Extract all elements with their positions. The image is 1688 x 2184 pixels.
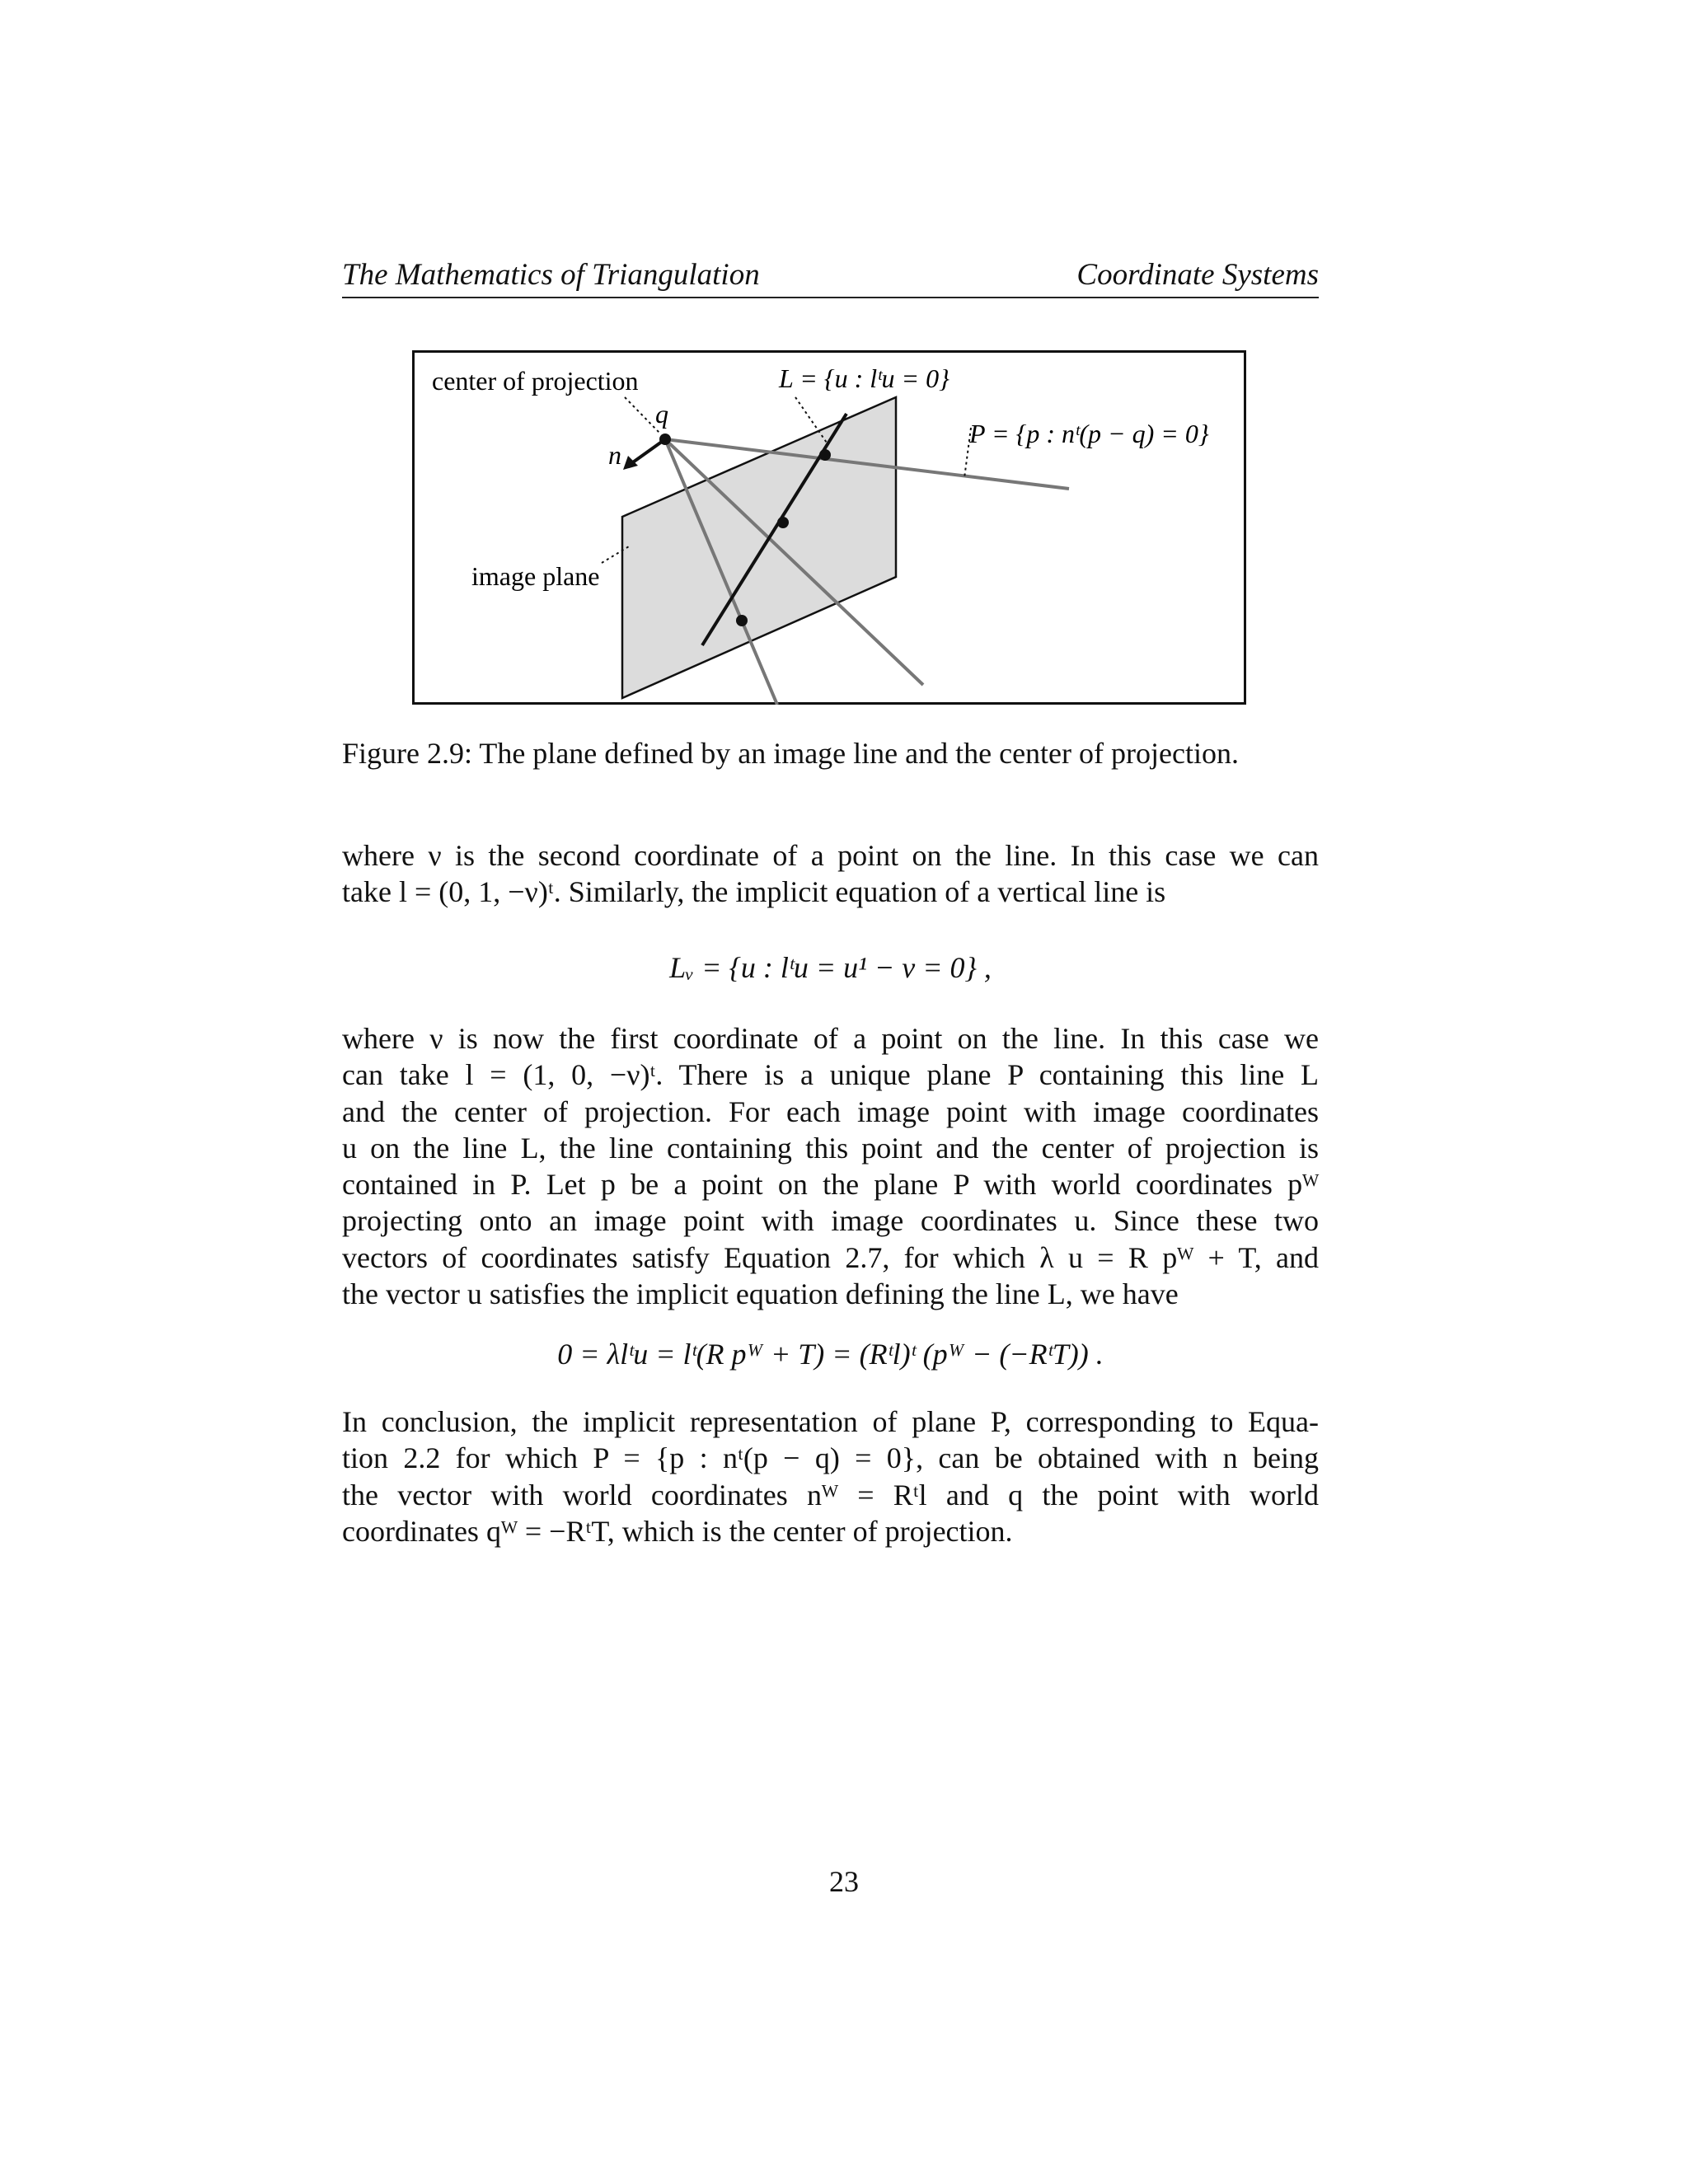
paragraph-2	[342, 1020, 1319, 1312]
point-q	[659, 434, 671, 445]
point-3	[736, 615, 748, 626]
paragraph-line: In conclusion, the implicit representation of plane P, corresponding to Equa-	[342, 1405, 1319, 1438]
normal-arrowhead	[623, 456, 638, 470]
leader-center	[625, 397, 659, 433]
paragraph-line: can take l = (1, 0, −ν)ᵗ. There is a unique plane P containing this line L	[342, 1058, 1319, 1092]
label-image-plane: image plane	[471, 561, 600, 591]
paragraph-line: contained in P. Let p be a point on the plane P with world coordinates pᵂ	[342, 1168, 1319, 1202]
paragraph-line: projecting onto an image point with image coordinates u. Since these two	[342, 1204, 1319, 1238]
page-number: 23	[829, 1865, 859, 1898]
paragraph-line: tion 2.2 for which P = {p : nᵗ(p − q) = 0}, can be obtained with n being	[342, 1441, 1319, 1475]
figure-caption: Figure 2.9: The plane defined by an image line and the center of projection.	[342, 737, 1239, 770]
header-title: The Mathematics of Triangulation	[342, 258, 760, 292]
paragraph-line: take l = (0, 1, −ν)ᵗ. Similarly, the implicit equation of a vertical line is	[342, 875, 1166, 909]
paragraph-line: and the center of projection. For each image point with image coordinates	[342, 1094, 1319, 1128]
running-header	[342, 257, 1319, 298]
paragraph-line: the vector u satisfies the implicit equation defining the line L, we have	[342, 1277, 1179, 1311]
normal-vector	[631, 439, 665, 464]
equation-plane: 0 = λlᵗu = lᵗ(R pᵂ + T) = (Rᵗl)ᵗ (pᵂ − (−RᵗT)) .	[557, 1338, 1104, 1371]
paragraph-line: where ν is the second coordinate of a point on the line. In this case we can	[342, 839, 1319, 872]
equation-vertical-line: Lᵥ = {u : lᵗu = u¹ − ν = 0} ,	[669, 951, 992, 984]
label-L: L = {u : lᵗu = 0}	[779, 363, 950, 393]
label-center-of-projection: center of projection	[432, 366, 639, 396]
paragraph-line: coordinates qᵂ = −RᵗT, which is the center of projection.	[342, 1514, 1013, 1548]
figure-diagram	[412, 350, 1246, 705]
paragraph-line: the vector with world coordinates nᵂ = Rᵗl and q the point with world	[342, 1478, 1319, 1511]
paragraph-line: vectors of coordinates satisfy Equation 2.7, for which λ u = R pᵂ + T, and	[342, 1240, 1319, 1274]
label-n: n	[608, 440, 621, 470]
label-P: P = {p : nᵗ(p − q) = 0}	[969, 419, 1209, 448]
label-q: q	[655, 399, 668, 429]
paragraph-line: where ν is now the first coordinate of a point on the line. In this case we	[342, 1022, 1319, 1055]
paragraph-3	[342, 1404, 1319, 1549]
paragraph-line: u on the line L, the line containing this point and the center of projection is	[342, 1131, 1319, 1165]
point-1	[819, 449, 831, 461]
point-2	[777, 517, 789, 528]
header-section: Coordinate Systems	[1076, 258, 1319, 292]
paragraph-1	[342, 837, 1319, 911]
